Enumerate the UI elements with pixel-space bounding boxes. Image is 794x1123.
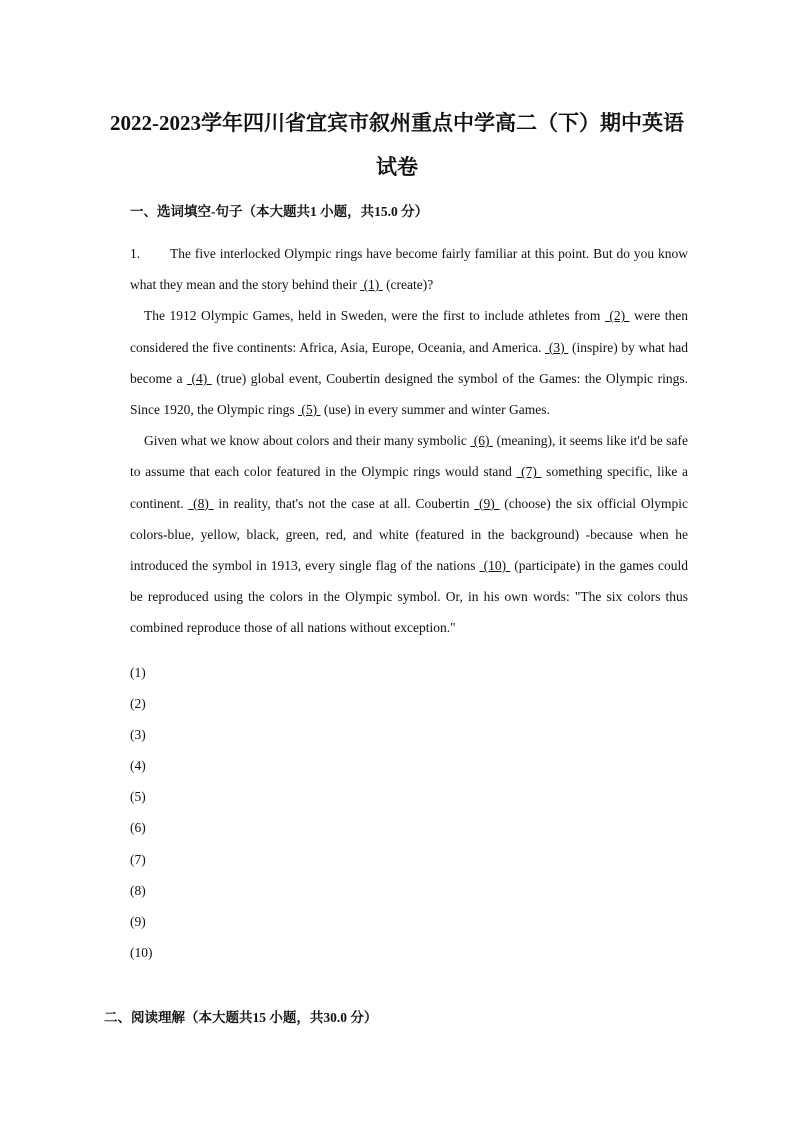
blank-3: (3)	[545, 339, 569, 355]
passage-text: in reality, that's not the case at all. Coubertin	[213, 495, 475, 511]
passage-text: something specific, like a continent.	[130, 464, 688, 511]
section-heading-2: 二、阅读理解（本大题共15 小题，共30.0 分）	[104, 1010, 378, 1025]
passage-text: (inspire) by what had become a	[130, 339, 688, 386]
passage-text: (use) in every summer and winter Games.	[320, 402, 550, 418]
blank-1: (1)	[360, 277, 383, 293]
answer-item: (2)	[130, 696, 146, 712]
question-passage	[130, 238, 688, 644]
blank-6: (6)	[470, 433, 493, 449]
passage-text: (meaning), it seems like it'd be safe to assume that each color featured in the Olympic rings would stand	[130, 433, 688, 480]
passage-text: (create)?	[382, 277, 434, 293]
passage-paragraph-3	[130, 425, 688, 643]
passage-paragraph-2	[130, 300, 688, 425]
passage-text: (participate) in the games could be reproduced using the colors in the Olympic symbol. Or, in his own words: "The six colors thus combined reproduce those of all nations without exception."	[130, 558, 688, 636]
answer-item: (6)	[130, 820, 146, 836]
answer-list	[130, 660, 153, 971]
section-heading-1: 一、选词填空-句子（本大题共1 小题，共15.0 分）	[130, 204, 429, 219]
blank-2: (2)	[604, 308, 630, 324]
blank-10: (10)	[479, 558, 511, 574]
title-line-2: 试卷	[376, 155, 418, 179]
answer-item: (1)	[130, 665, 146, 680]
passage-text: Given what we know about colors and their many symbolic	[144, 433, 471, 449]
answer-item: (9)	[130, 913, 146, 929]
passage-text: (choose) the six official Olympic colors-blue, yellow, black, green, red, and white (featured in the background) -because when he introduced the symbol in 1913, every single flag of the nations	[130, 495, 688, 574]
blank-8: (8)	[188, 495, 214, 511]
passage-text: The 1912 Olympic Games, held in Sweden, were the first to include athletes from	[144, 308, 605, 324]
answer-item: (5)	[130, 789, 146, 805]
blank-5: (5)	[297, 402, 321, 418]
answer-item: (8)	[130, 882, 146, 898]
passage-text: were then considered the five continents: Africa, Asia, Europe, Oceania, and America.	[130, 308, 688, 355]
passage-text: (true) global event, Coubertin designed the symbol of the Games: the Olympic rings. Since 1920, the Olympic rings	[130, 370, 688, 418]
document-title	[100, 101, 694, 189]
passage-paragraph-1	[130, 238, 688, 300]
blank-7: (7)	[516, 464, 542, 480]
answer-item: (10)	[130, 944, 153, 960]
question-number: 1.	[130, 246, 141, 261]
answer-item: (4)	[130, 758, 146, 774]
answer-item: (3)	[130, 727, 146, 743]
blank-4: (4)	[186, 370, 212, 386]
blank-9: (9)	[474, 495, 500, 511]
answer-item: (7)	[130, 851, 146, 867]
passage-text: The five interlocked Olympic rings have become fairly familiar at this point. But do you know what they mean and the story behind their	[130, 246, 688, 293]
title-line-1: 2022-2023学年四川省宜宾市叙州重点中学高二（下）期中英语	[110, 111, 684, 135]
